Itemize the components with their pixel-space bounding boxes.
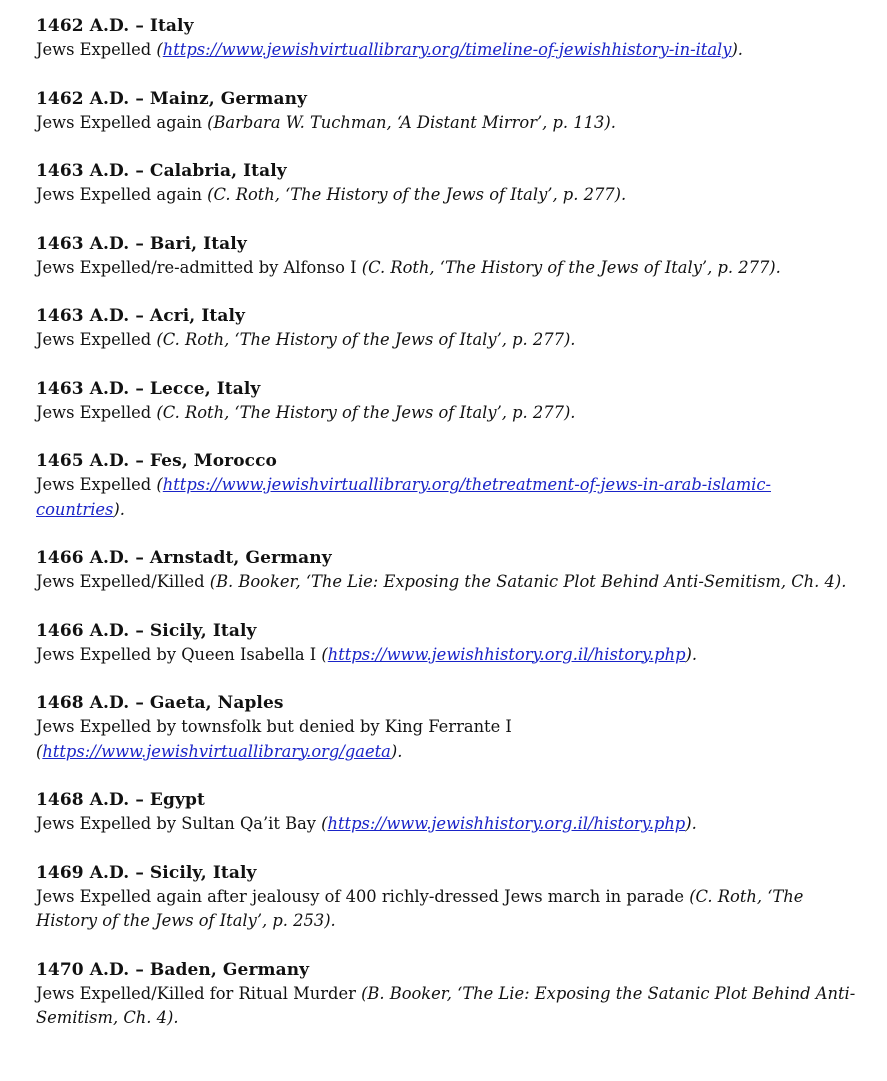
entry-text: Jews Expelled: [36, 330, 157, 349]
entry-1463-bari: [36, 232, 856, 281]
entry-1462-mainz: [36, 87, 856, 136]
citation-close: ).: [113, 499, 125, 519]
entry-text: Jews Expelled: [36, 402, 157, 422]
entry-1470-baden: [36, 958, 856, 1031]
entry-text: Jews Expelled by Sultan Qa’it Bay: [36, 814, 322, 833]
entry-body: [36, 715, 856, 764]
entry-heading: 1462 A.D. – Mainz, Germany: [36, 88, 308, 109]
entry-body: [36, 885, 856, 934]
entry-body: [36, 256, 856, 281]
entry-citation: [321, 814, 697, 833]
entry-body: [36, 643, 856, 668]
entry-heading: 1462 A.D. – Italy: [36, 16, 194, 36]
entry-citation: (Barbara W. Tuchman, ‘A Distant Mirror’, p. 113).: [207, 112, 616, 132]
document: [36, 14, 856, 1055]
entry-heading: 1465 A.D. – Fes, Morocco: [36, 451, 277, 471]
entry-citation: (C. Roth, ‘The History of the Jews of Italy’, p. 277).: [156, 330, 576, 349]
entry-text: Jews Expelled again: [36, 112, 208, 132]
citation-close: ).: [685, 814, 697, 833]
citation-link[interactable]: https://www.jewishvirtuallibrary.org/timeline-of-jewishhistory-in-italy: [162, 40, 732, 59]
entry-heading: 1466 A.D. – Arnstadt, Germany: [36, 548, 332, 568]
citation-link[interactable]: https://www.jewishvirtuallibrary.org/thetreatment-of-jews-in-arab-islamic-countries: [36, 475, 771, 519]
entry-body: [36, 38, 856, 63]
entry-citation: [156, 40, 743, 59]
citation-link[interactable]: https://www.jewishhistory.org.il/history.php: [327, 814, 686, 833]
entry-1469-sicily: [36, 861, 856, 934]
entry-citation: (B. Booker, ‘The Lie: Exposing the Satanic Plot Behind Anti-Semitism, Ch. 4).: [209, 572, 847, 591]
entry-text: Jews Expelled by townsfolk but denied by King Ferrante I: [36, 717, 512, 736]
entry-heading: 1469 A.D. – Sicily, Italy: [36, 862, 257, 883]
citation-close: ).: [731, 40, 743, 59]
entry-citation: (C. Roth, ‘The History of the Jews of Italy’, p. 277).: [207, 185, 627, 204]
entry-body: [36, 473, 856, 522]
entry-heading: 1463 A.D. – Calabria, Italy: [36, 161, 287, 181]
entry-text: Jews Expelled/Killed for Ritual Murder: [36, 983, 362, 1003]
entry-heading: 1468 A.D. – Egypt: [36, 790, 205, 810]
citation-open: (: [321, 814, 328, 833]
entry-heading: 1463 A.D. – Lecce, Italy: [36, 378, 261, 399]
entry-body: [36, 111, 856, 136]
entry-1468-gaeta: [36, 691, 856, 764]
entry-body: [36, 982, 856, 1031]
entry-heading: 1463 A.D. – Bari, Italy: [36, 233, 247, 254]
entry-text: Jews Expelled again after jealousy of 400 richly-dressed Jews march in parade: [36, 886, 690, 906]
citation-link[interactable]: https://www.jewishhistory.org.il/history.php: [327, 644, 686, 664]
entry-text: Jews Expelled by Queen Isabella I: [36, 644, 322, 664]
entry-citation: (C. Roth, ‘The History of the Jews of Italy’, p. 253).: [36, 886, 804, 930]
entry-body: [36, 570, 856, 595]
entry-body: [36, 812, 856, 837]
citation-close: ).: [390, 741, 403, 761]
entry-citation: (B. Booker, ‘The Lie: Exposing the Satanic Plot Behind Anti-Semitism, Ch. 4).: [36, 983, 856, 1027]
entry-heading: 1470 A.D. – Baden, Germany: [36, 959, 310, 980]
entry-body: [36, 401, 856, 426]
entry-citation: [321, 645, 697, 664]
entry-text: Jews Expelled again: [36, 185, 208, 204]
citation-open: (: [156, 475, 163, 494]
citation-open: (: [36, 741, 43, 761]
entry-body: [36, 183, 856, 208]
entry-1468-egypt: [36, 788, 856, 837]
entry-heading: 1463 A.D. – Acri, Italy: [36, 306, 245, 326]
entry-text: Jews Expelled: [36, 475, 157, 494]
entry-heading: 1468 A.D. – Gaeta, Naples: [36, 693, 284, 713]
citation-link[interactable]: https://www.jewishvirtuallibrary.org/gaeta: [42, 741, 391, 761]
entry-citation: [36, 742, 402, 761]
entry-citation: (C. Roth, ‘The History of the Jews of Italy’, p. 277).: [361, 257, 781, 277]
citation-open: (: [321, 644, 328, 664]
entry-citation: (C. Roth, ‘The History of the Jews of Italy’, p. 277).: [156, 402, 576, 422]
entry-1466-sicily: [36, 619, 856, 668]
citation-close: ).: [685, 644, 698, 664]
entry-1463-calabria: [36, 159, 856, 208]
citation-open: (: [156, 40, 163, 59]
entry-1465-fes: [36, 449, 856, 522]
entry-text: Jews Expelled/Killed: [36, 572, 210, 591]
entry-1466-arnstadt: [36, 546, 856, 595]
entry-1463-lecce: [36, 377, 856, 426]
entry-1463-acri: [36, 304, 856, 353]
entry-text: Jews Expelled/re-admitted by Alfonso I: [36, 257, 362, 277]
entry-text: Jews Expelled: [36, 40, 157, 59]
entry-1462-italy: [36, 14, 856, 63]
entry-heading: 1466 A.D. – Sicily, Italy: [36, 620, 257, 641]
entry-body: [36, 328, 856, 353]
